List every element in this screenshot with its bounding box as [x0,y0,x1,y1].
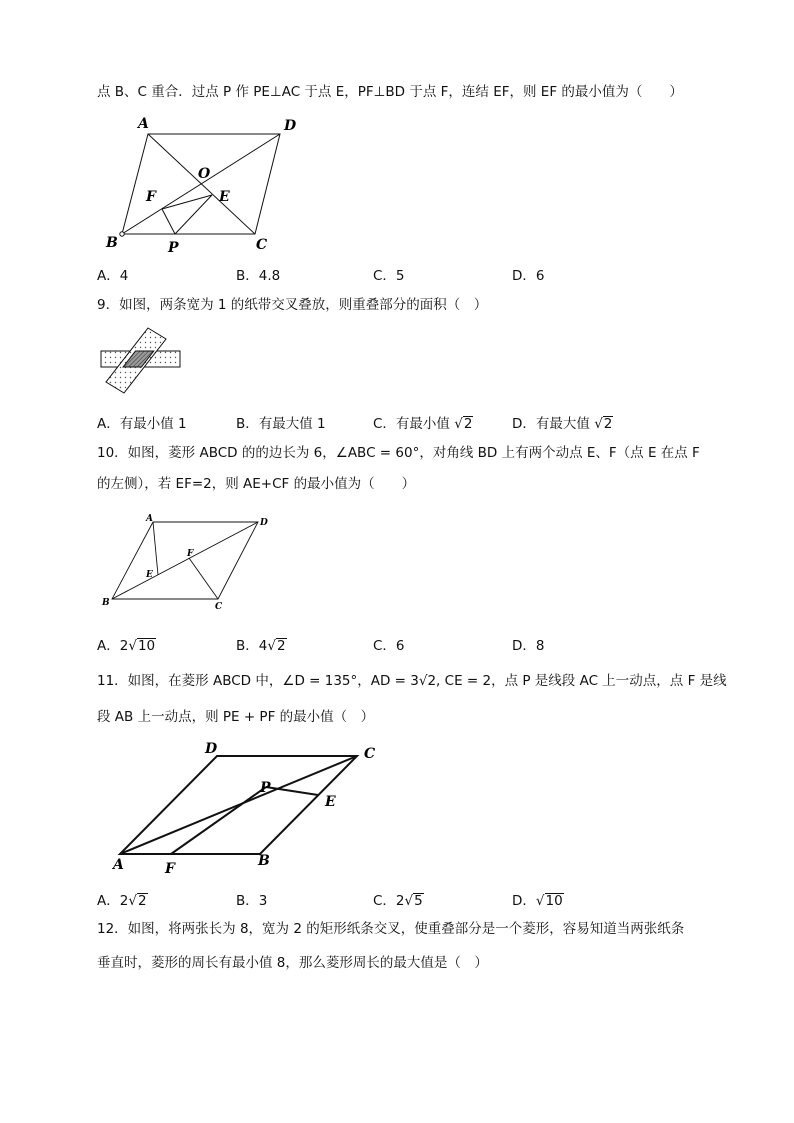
q8-label-c: C [256,237,268,253]
q10-label-c: C [215,602,223,612]
q10-options [97,634,697,652]
q10-label-b: B [102,598,110,608]
q10-label-a: A [146,514,153,524]
q11-label-c: C [364,746,376,762]
q11-option-a-radicand: 2 [137,893,147,909]
q9-paper-strips-figure [98,325,184,395]
q8-diagonal-bd [122,134,280,234]
q9-option-d-text: D．有最大值 [512,416,595,432]
q11-text-line-1: 11．如图，在菱形 ABCD 中，∠D = 135°，AD = 3√2, CE = 2，点 P 是线段 AC 上一动点，点 F 是线 [97,673,727,689]
q10-diagonal-bd [112,522,258,599]
q11-label-p: P [260,780,271,796]
q11-option-b[interactable]: B．3 [236,893,268,909]
q8-segment-pe [175,195,212,234]
q11-rhombus-figure [110,738,390,878]
q11-text-line-2: 段 AB 上一动点，则 PE + PF 的最小值（ ） [97,709,375,725]
q10-text-line-1: 10．如图，菱形 ABCD 的的边长为 6，∠ABC = 60°，对角线 BD 上有两个动点 E、F（点 E 在点 F [97,445,700,461]
q11-option-d-radicand: 10 [545,893,563,909]
q11-option-a-text: A．2 [97,893,129,909]
q8-label-a: A [138,116,149,132]
q10-label-d: D [260,518,268,528]
q10-option-c[interactable]: C．6 [373,638,405,654]
q11-option-c-text: C．2 [373,893,405,909]
q9-option-d[interactable]: D．有最大值 √2 [512,416,613,432]
q11-label-e: E [325,794,336,810]
q10-option-b[interactable]: B．4√2 [236,638,286,654]
q8-option-c[interactable]: C．5 [373,268,405,284]
q10-segment-cf [189,558,218,599]
q11-option-a[interactable]: A．2√2 [97,893,147,909]
q8-segment-ef [162,195,212,209]
q8-label-d: D [284,118,297,134]
q8-label-e: E [219,189,230,205]
q11-option-c[interactable]: C．2√5 [373,893,423,909]
q11-label-d: D [205,741,218,757]
q10-option-a-radicand: 10 [137,638,156,654]
q8-label-o: O [198,166,211,182]
q11-option-d-text: D． [512,893,536,909]
q11-label-f: F [165,861,175,877]
q9-option-c[interactable]: C．有最小值 √2 [373,416,473,432]
q8-option-a[interactable]: A．4 [97,268,129,284]
q8-text-line: 点 B、C 重合．过点 P 作 PE⊥AC 于点 E，PF⊥BD 于点 F，连结 EF，则 EF 的最小值为（ ） [97,84,683,100]
q10-segment-ae [153,522,158,575]
q10-label-e: E [146,570,153,580]
q11-option-c-radicand: 5 [414,893,423,909]
q9-option-a[interactable]: A．有最小值 1 [97,416,187,432]
q8-options [97,264,697,282]
q12-text-line-1: 12．如图，将两张长为 8，宽为 2 的矩形纸条交叉，使重叠部分是一个菱形，容易知道当两张纸条 [97,921,685,937]
q11-options [97,889,697,907]
q8-label-f: F [146,189,156,205]
q8-label-p: P [168,240,179,256]
q11-option-d[interactable]: D．√10 [512,893,563,909]
q8-segment-pf [162,209,175,234]
q9-option-c-radicand: 2 [463,416,473,432]
q10-option-a-text: A．2 [97,638,129,654]
q8-parallelogram-figure [100,112,320,262]
q9-options [97,412,697,430]
q11-segment-pf [171,787,266,854]
q8-point-b-dot [120,232,124,236]
q9-option-c-text: C．有最小值 [373,416,455,432]
q11-label-b: B [258,853,270,869]
q10-option-b-radicand: 2 [276,638,286,654]
q9-option-b[interactable]: B．有最大值 1 [236,416,326,432]
q10-label-f: F [187,549,194,559]
q8-option-b[interactable]: B．4.8 [236,268,281,284]
q9-option-d-radicand: 2 [603,416,613,432]
q11-diagonal-ac [120,756,357,854]
q12-text-line-2: 垂直时，菱形的周长有最小值 8，那么菱形周长的最大值是（ ） [97,955,488,971]
q11-label-a: A [113,857,124,873]
q10-rhombus-figure [98,510,278,616]
q9-question-text: 9．如图，两条宽为 1 的纸带交叉叠放，则重叠部分的面积（ ） [97,297,488,313]
q8-label-b: B [106,235,118,251]
q10-option-a[interactable]: A．2√10 [97,638,156,654]
q10-option-b-text: B．4 [236,638,268,654]
q10-text-line-2: 的左侧），若 EF=2，则 AE+CF 的最小值为（ ） [97,476,416,492]
q8-option-d[interactable]: D．6 [512,268,545,284]
q10-option-d[interactable]: D．8 [512,638,545,654]
